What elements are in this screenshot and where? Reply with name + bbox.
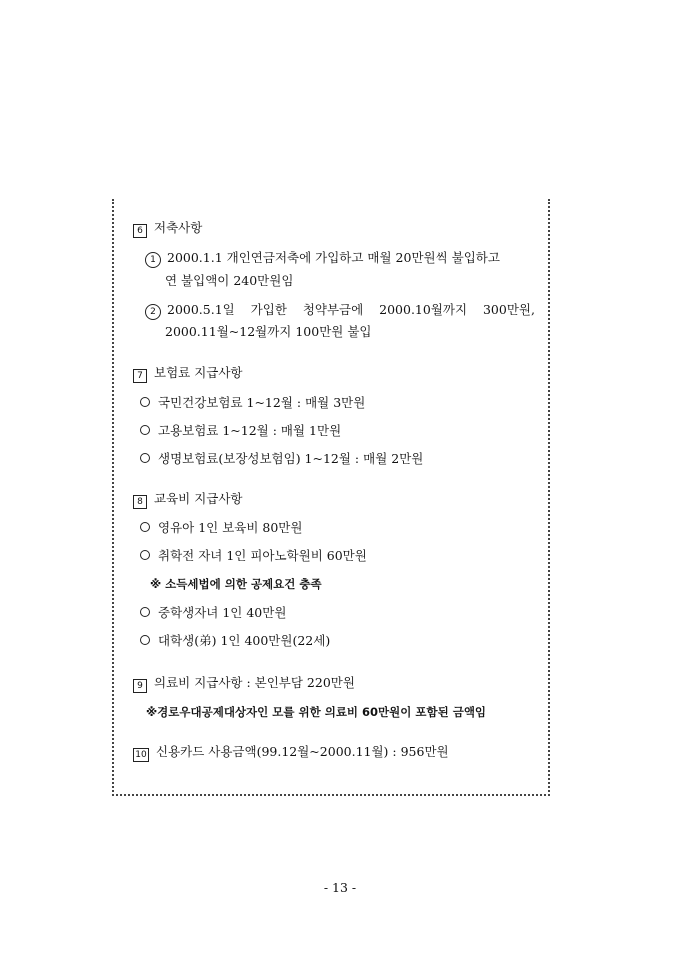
section-7-heading xyxy=(133,365,243,383)
circle-bullet-icon xyxy=(140,550,150,560)
list-item xyxy=(140,605,286,621)
section-number-box: 10 xyxy=(133,748,149,762)
page-number: - 13 - xyxy=(323,880,357,895)
section-6-item-1 xyxy=(145,250,500,268)
section-8-heading xyxy=(133,491,243,509)
section-title: 신용카드 사용금액(99.12월~2000.11월) : 956만원 xyxy=(156,744,449,759)
item-text: 중학생자녀 1인 40만원 xyxy=(158,605,287,620)
list-item xyxy=(140,423,341,439)
list-item xyxy=(140,633,330,649)
section-6-item-2 xyxy=(145,302,535,320)
item-text-part: 300만원, xyxy=(482,302,535,317)
section-9-note: ※경로우대공제대상자인 모를 위한 의료비 60만원이 포함된 금액임 xyxy=(146,705,487,719)
circle-bullet-icon xyxy=(140,522,150,532)
section-10-heading xyxy=(133,744,449,762)
list-item xyxy=(140,548,367,564)
section-title: 교육비 지급사항 xyxy=(154,491,243,506)
list-item xyxy=(140,395,365,411)
item-text-part: 2000.5.1일 xyxy=(167,302,235,317)
section-6-item-2-cont: 2000.11월~12월까지 100만원 불입 xyxy=(165,324,372,339)
circle-bullet-icon xyxy=(140,607,150,617)
circled-number-marker: 1 xyxy=(145,252,161,268)
item-text: 대학생(弟) 1인 400만원(22세) xyxy=(158,633,331,648)
circle-bullet-icon xyxy=(140,453,150,463)
item-text: 2000.1.1 개인연금저축에 가입하고 매월 20만원씩 불입하고 xyxy=(167,250,500,265)
item-text: 국민건강보험료 1~12월 : 매월 3만원 xyxy=(158,395,366,410)
section-title: 보험료 지급사항 xyxy=(154,365,243,380)
item-text-part: 2000.10월까지 xyxy=(379,302,468,317)
section-number-box: 6 xyxy=(133,224,147,238)
circle-bullet-icon xyxy=(140,425,150,435)
item-text-part: 가입한 xyxy=(250,302,287,317)
section-number-box: 8 xyxy=(133,495,147,509)
list-item xyxy=(140,451,423,467)
circled-number-marker: 2 xyxy=(145,304,161,320)
circle-bullet-icon xyxy=(140,397,150,407)
section-title: 저축사항 xyxy=(154,220,203,235)
section-9-heading xyxy=(133,675,355,693)
section-6-item-1-cont: 연 불입액이 240만원임 xyxy=(165,273,294,288)
section-number-box: 7 xyxy=(133,369,147,383)
circle-bullet-icon xyxy=(140,635,150,645)
list-item xyxy=(140,520,302,536)
item-text: 영유아 1인 보육비 80만원 xyxy=(158,520,303,535)
item-text: 취학전 자녀 1인 피아노학원비 60만원 xyxy=(158,548,367,563)
section-6-heading xyxy=(133,220,202,238)
item-text: 고용보험료 1~12월 : 매월 1만원 xyxy=(158,423,342,438)
section-8-note: ※ 소득세법에 의한 공제요건 충족 xyxy=(150,577,322,591)
item-text-part: 청약부금에 xyxy=(302,302,364,317)
section-title: 의료비 지급사항 : 본인부담 220만원 xyxy=(154,675,355,690)
section-number-box: 9 xyxy=(133,679,147,693)
item-text: 생명보험료(보장성보험임) 1~12월 : 매월 2만원 xyxy=(158,451,424,466)
